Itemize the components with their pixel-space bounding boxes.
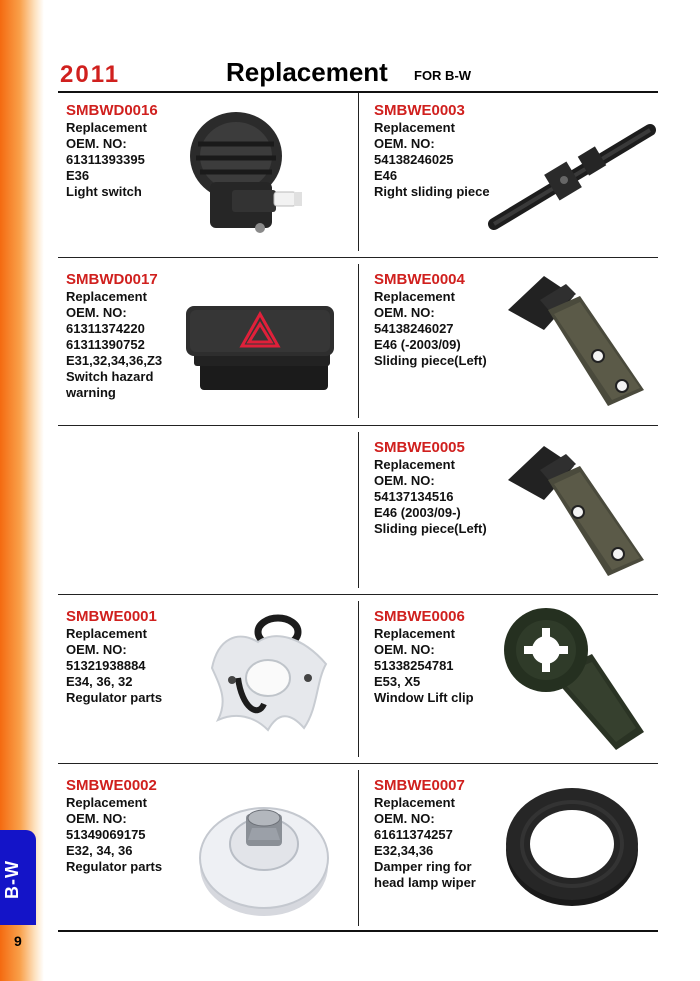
product-line: head lamp wiper xyxy=(374,875,476,890)
regulator-clip-icon xyxy=(198,608,334,748)
product-line: E36 xyxy=(66,168,90,183)
page-subtitle: FOR B-W xyxy=(414,68,472,83)
product-line: Replacement xyxy=(66,289,147,304)
product-code: SMBWD0017 xyxy=(66,271,158,288)
product-line: OEM. NO: xyxy=(66,136,127,151)
damper-ring-icon xyxy=(500,780,644,910)
product-line: E31,32,34,36,Z3 xyxy=(66,353,163,368)
product-code: SMBWD0016 xyxy=(66,102,158,119)
product-code: SMBWE0002 xyxy=(66,777,157,794)
sliding-piece-icon xyxy=(504,440,650,582)
product-code: SMBWE0006 xyxy=(374,608,465,625)
product-line: Replacement xyxy=(374,795,455,810)
column-divider xyxy=(358,93,359,251)
product-line: 61311393395 xyxy=(66,152,145,167)
product-line: Switch hazard xyxy=(66,369,154,384)
column-divider xyxy=(358,770,359,926)
product-line: 61611374257 xyxy=(374,827,453,842)
product-line: Light switch xyxy=(66,184,142,199)
product-line: Sliding piece(Left) xyxy=(374,521,487,536)
pulley-wheel-icon xyxy=(196,784,332,924)
column-divider xyxy=(358,432,359,588)
product-line: OEM. NO: xyxy=(374,305,435,320)
product-line: E46 (-2003/09) xyxy=(374,337,461,352)
product-line: 54137134516 xyxy=(374,489,454,504)
page-number: 9 xyxy=(14,933,22,949)
sliding-piece-icon xyxy=(504,270,650,412)
product-line: 51349069175 xyxy=(66,827,146,842)
product-line: E34, 36, 32 xyxy=(66,674,133,689)
product-line: Replacement xyxy=(66,795,147,810)
sliding-rail-icon xyxy=(474,120,660,236)
product-line: Replacement xyxy=(374,457,455,472)
product-code: SMBWE0003 xyxy=(374,102,465,119)
product-line: OEM. NO: xyxy=(66,305,127,320)
product-line: E46 (2003/09-) xyxy=(374,505,461,520)
product-line: Replacement xyxy=(374,289,455,304)
product-line: Replacement xyxy=(66,626,147,641)
page-title: Replacement xyxy=(226,57,388,87)
product-line: 61311374220 xyxy=(66,321,145,336)
catalog-year: 2011 xyxy=(60,61,121,88)
product-line: OEM. NO: xyxy=(66,642,127,657)
product-line: E46 xyxy=(374,168,398,183)
product-line: Replacement xyxy=(374,626,455,641)
product-line: Window Lift clip xyxy=(374,690,474,705)
product-line: Right sliding piece xyxy=(374,184,490,199)
product-line: OEM. NO: xyxy=(66,811,127,826)
product-line: 61311390752 xyxy=(66,337,145,352)
product-code: SMBWE0007 xyxy=(374,777,465,794)
product-line: 54138246025 xyxy=(374,152,454,167)
light-switch-icon xyxy=(176,104,332,240)
product-line: OEM. NO: xyxy=(374,473,435,488)
product-line: E32, 34, 36 xyxy=(66,843,133,858)
product-code: SMBWE0004 xyxy=(374,271,465,288)
product-line: Replacement xyxy=(66,120,147,135)
product-line: OEM. NO: xyxy=(374,136,435,151)
product-line: E32,34,36 xyxy=(374,843,434,858)
product-line: Damper ring for xyxy=(374,859,472,874)
product-line: 54138246027 xyxy=(374,321,454,336)
product-line: OEM. NO: xyxy=(374,811,435,826)
product-line: E53, X5 xyxy=(374,674,421,689)
product-line: 51338254781 xyxy=(374,658,454,673)
product-line: 51321938884 xyxy=(66,658,146,673)
product-code: SMBWE0001 xyxy=(66,608,157,625)
column-divider xyxy=(358,264,359,418)
product-line: Replacement xyxy=(374,120,455,135)
column-divider xyxy=(358,601,359,757)
hazard-switch-icon xyxy=(182,300,338,394)
brand-tab-label: B-W xyxy=(2,860,22,900)
product-line: warning xyxy=(66,385,116,400)
product-line: Sliding piece(Left) xyxy=(374,353,487,368)
window-lift-clip-icon xyxy=(500,604,650,754)
product-line: Regulator parts xyxy=(66,690,163,705)
product-code: SMBWE0005 xyxy=(374,439,465,456)
product-line: OEM. NO: xyxy=(374,642,435,657)
product-line: Regulator parts xyxy=(66,859,163,874)
